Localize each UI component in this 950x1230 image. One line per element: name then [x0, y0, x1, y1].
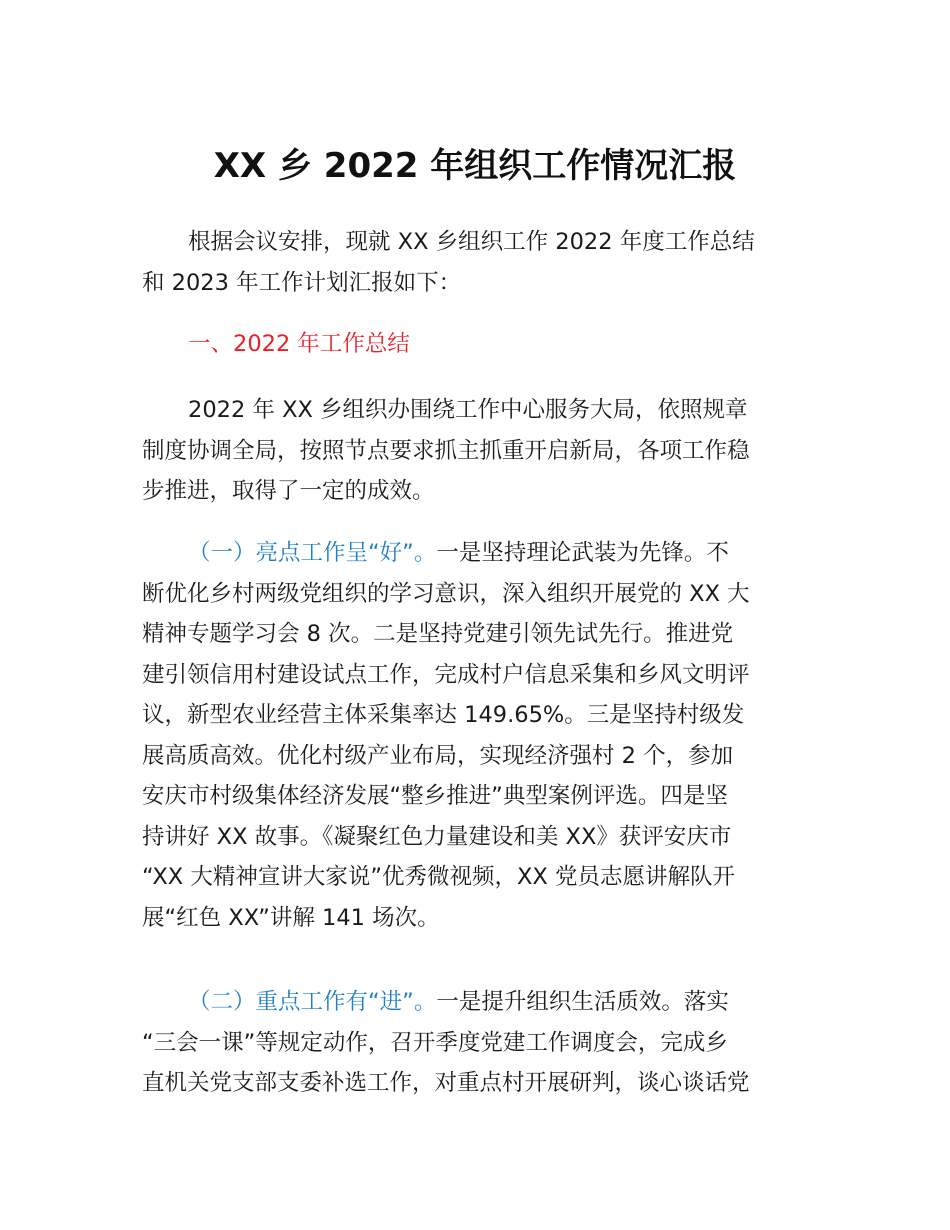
document-title: XX 乡 2022 年组织工作情况汇报 — [213, 146, 737, 186]
body-line: 议，新型农业经营主体采集率达 149.65%。三是坚持村级发 — [142, 702, 745, 728]
summary-paragraph — [142, 390, 814, 512]
body-line: 精神专题学习会 8 次。二是坚持党建引领先试先行。推进党 — [142, 621, 734, 647]
section-heading — [142, 324, 814, 365]
subsection-1-paragraph — [142, 533, 814, 938]
intro-line: 和 2023 年工作计划汇报如下： — [142, 269, 462, 296]
body-line: 展高质高效。优化村级产业布局，实现经济强村 2 个，参加 — [142, 742, 734, 769]
summary-line: 步推进，取得了一定的成效。 — [142, 478, 435, 504]
summary-line: 2022 年 XX 乡组织办围绕工作中心服务大局，依照规章 — [188, 397, 748, 423]
body-line: “三会一课”等规定动作，召开季度党建工作调度会，完成乡 — [142, 1029, 728, 1056]
body-line: 建引领信用村建设试点工作，完成村户信息采集和乡风文明评 — [142, 661, 750, 688]
subsection-1-first-line — [142, 533, 814, 574]
body-line: 持讲好 XX 故事。《凝聚红色力量建设和美 XX》获评安庆市 — [142, 823, 732, 850]
intro-paragraph — [142, 222, 814, 303]
subsection-2-first-line-text: 一是提升组织生活质效。落实 — [436, 989, 729, 1015]
intro-line: 根据会议安排，现就 XX 乡组织工作 2022 年度工作总结 — [188, 229, 755, 255]
subsection-2-first-line — [142, 982, 814, 1023]
subsection-2-heading: （二）重点工作有“进”。 — [188, 989, 437, 1015]
body-line: 断优化乡村两级党组织的学习意识，深入组织开展党的 XX 大 — [142, 580, 750, 607]
section-heading-text: 一、2022 年工作总结 — [188, 331, 410, 357]
body-line: “XX 大精神宣讲大家说”优秀微视频，XX 党员志愿讲解队开 — [142, 864, 735, 890]
subsection-1-heading: （一）亮点工作呈“好”。 — [188, 540, 437, 566]
body-line: 直机关党支部支委补选工作，对重点村开展研判，谈心谈话党 — [142, 1070, 750, 1096]
subsection-1-first-line-text: 一是坚持理论武装为先锋。不 — [436, 540, 729, 566]
body-line: 安庆市村级集体经济发展“整乡推进”典型案例评选。四是坚 — [142, 783, 728, 809]
body-line: 展“红色 XX”讲解 141 场次。 — [142, 904, 440, 931]
subsection-2-paragraph — [142, 982, 814, 1104]
summary-line: 制度协调全局，按照节点要求抓主抓重开启新局，各项工作稳 — [142, 437, 750, 464]
